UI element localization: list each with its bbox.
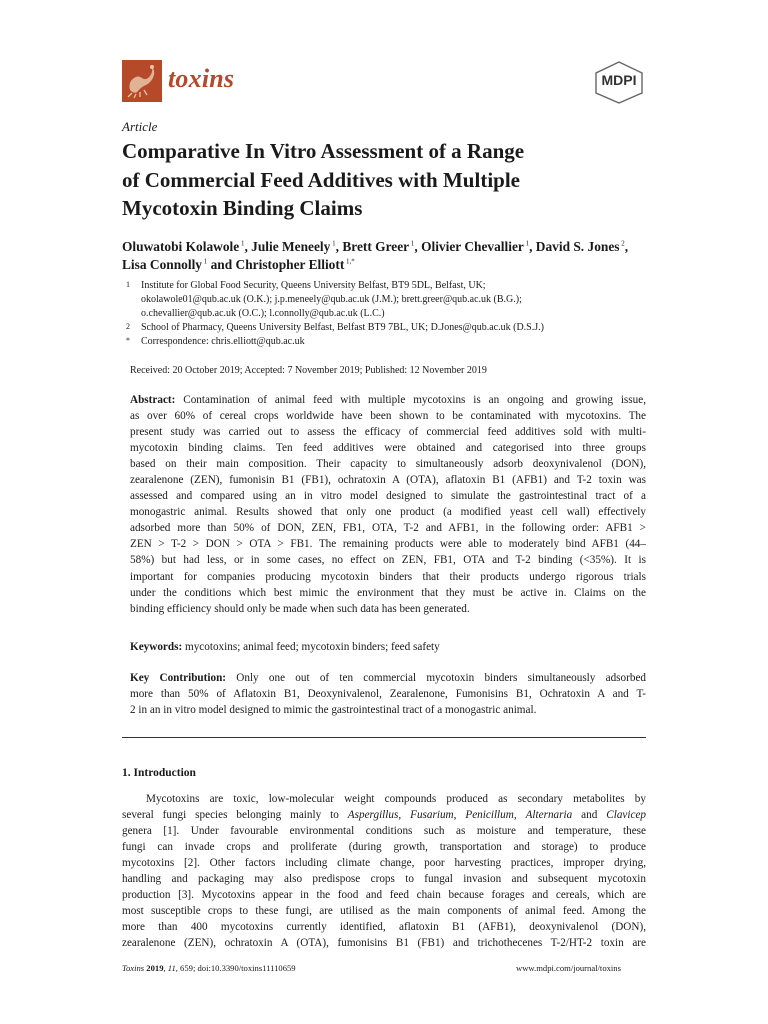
- author-name: Julie Meneely: [251, 239, 331, 254]
- author-name: David S. Jones: [535, 239, 620, 254]
- introduction-line: handling and packaging may also predispose crops to fungal invasion and subsequent mycotoxin: [122, 873, 646, 886]
- abstract-line: [130, 472, 646, 488]
- abstract-text: present study was carried out to assess the efficacy of commercial feed additives sold with multi-: [130, 426, 646, 439]
- key-contribution-text: Only one out of ten commercial mycotoxin binders simultaneously adsorbed: [226, 672, 647, 684]
- abstract-text: based on their main composition. Their capacity to simultaneously adsorb deoxynivalenol (DON),: [130, 458, 646, 471]
- author-list: [122, 238, 629, 274]
- journal-url[interactable]: www.mdpi.com/journal/toxins: [516, 963, 621, 973]
- abstract-line: [130, 569, 646, 585]
- affiliation-text: School of Pharmacy, Queens University Belfast, Belfast BT9 7BL, UK; D.Jones@qub.ac.uk (D.S.J.): [141, 321, 544, 333]
- introduction-line: several fungi species belonging mainly to Aspergillus, Fusarium, Penicillum, Alternaria and Clavicep: [122, 809, 647, 822]
- journal-logo: [122, 60, 162, 102]
- scorpion-icon: [122, 60, 162, 102]
- affiliation-text: o.chevallier@qub.ac.uk (O.C.); l.connolly@qub.ac.uk (L.C.): [141, 307, 385, 319]
- abstract-line: [130, 585, 646, 601]
- affiliation-text: okolawole01@qub.ac.uk (O.K.); j.p.meneely@qub.ac.uk (J.M.); brett.greer@qub.ac.uk (B.G.);: [141, 293, 522, 305]
- abstract-text: zearalenone (ZEN), fumonisin B1 (FB1), ochratoxin A (OTA), aflatoxin B1 (AFB1) and T-2 toxin was: [130, 474, 646, 487]
- key-contribution-line: [130, 686, 646, 702]
- affiliation-line: [122, 307, 642, 321]
- introduction-line: zearalenone (ZEN), ochratoxin A (OTA), fumonisins B1 (FB1) and trichothecenes T-2/HT-2 toxin are: [122, 937, 646, 950]
- author-affil-mark: 1: [202, 257, 208, 266]
- introduction-line: fungi can invade crops and proliferate (during growth, transportation and storage) to produce: [122, 841, 646, 854]
- abstract-text: assessed and compared using an in vitro model designed to simulate the gastrointestinal tract of a: [130, 490, 646, 503]
- introduction-line: production [3]. Mycotoxins appear in the food and feed chain because forages and cereals, which are: [122, 889, 646, 902]
- affiliation-text: Correspondence: chris.elliott@qub.ac.uk: [141, 335, 305, 347]
- affiliation-mark: 2: [126, 321, 130, 331]
- abstract-line: [130, 601, 646, 617]
- key-contribution-line: [130, 702, 646, 718]
- abstract-line: [130, 488, 646, 504]
- abstract-line: [130, 552, 646, 568]
- affiliation-line: [122, 293, 642, 307]
- abstract-text: monogastric animal. Results showed that only one product (a modified yeast cell wall) effectively: [130, 506, 646, 519]
- abstract-text: ZEN > T-2 > DON > OTA > FB1. The remaining products were able to moderately bind AFB1 (44–: [130, 538, 646, 551]
- abstract-line: [130, 536, 646, 552]
- keywords: [130, 639, 646, 655]
- affiliations: [122, 279, 642, 349]
- abstract-text: Contamination of animal feed with multiple mycotoxins is an ongoing and growing issue,: [175, 394, 646, 406]
- abstract-text: binding efficiency should only be made when such data has been generated.: [130, 602, 470, 615]
- author-name: Olivier Chevallier: [421, 239, 524, 254]
- section-divider: [122, 737, 646, 738]
- article-title: [122, 137, 592, 223]
- abstract-line: [130, 504, 646, 520]
- abstract-line: [130, 392, 646, 408]
- affiliation-text: Institute for Global Food Security, Queens University Belfast, BT9 5DL, Belfast, UK;: [141, 280, 486, 291]
- author-affil-mark: 1: [523, 239, 530, 248]
- affiliation-mark: *: [126, 335, 130, 345]
- publisher-name: MDPI: [601, 72, 637, 88]
- key-contribution-line: [130, 670, 646, 686]
- affiliation-line: [122, 335, 642, 349]
- author-name: Christopher Elliott: [235, 257, 345, 272]
- introduction-line: genera [1]. Under favourable environmental conditions such as moisture and temperature, these: [122, 825, 646, 838]
- affiliation-mark: 1: [126, 280, 130, 289]
- abstract-line: [130, 440, 646, 456]
- title-line: Mycotoxin Binding Claims: [122, 196, 363, 220]
- abstract-line: [130, 520, 646, 536]
- introduction-line: most susceptible crops to these fungi, are utilised as the main components of animal feed. Among the: [122, 905, 646, 918]
- author-affil-mark: 1: [330, 239, 336, 248]
- keywords-label: Keywords:: [130, 641, 183, 653]
- title-line: of Commercial Feed Additives with Multiple: [122, 167, 520, 192]
- abstract-line: [130, 456, 646, 472]
- author-name: Oluwatobi Kolawole: [122, 239, 240, 254]
- abstract: [130, 392, 646, 617]
- author-line: Lisa Connolly $^1$ and Christopher Elliott $^{1,*}$: [122, 257, 355, 272]
- abstract-label: Abstract:: [130, 394, 176, 406]
- affiliation-line: [122, 279, 642, 293]
- publisher-logo: [592, 60, 646, 104]
- introduction-line: more than 400 mycotoxins currently identified, aflatoxin B1 (AFB1), deoxynivalenol (DON),: [122, 921, 646, 934]
- author-name: Lisa Connolly: [122, 257, 202, 272]
- abstract-text: mycotoxin binding claims. Ten feed additives were obtained and categorised into three groups: [130, 442, 646, 455]
- author-line: Oluwatobi Kolawole $^1$, Julie Meneely $^1$, Brett Greer $^1$, Olivier Chevallier $^1$, David S. Jones $^2$,: [122, 239, 629, 254]
- abstract-line: [130, 408, 646, 424]
- abstract-text: 58%) but had less, or in some cases, no effect on ZEN, FB1, OTA and T-2 binding (<35%). It is: [130, 554, 646, 567]
- abstract-text: important for companies producing mycotoxin binders that their products undergo rigorous trials: [130, 570, 646, 583]
- introduction-body: [122, 791, 646, 951]
- publication-dates: Received: 20 October 2019; Accepted: 7 November 2019; Published: 12 November 2019: [130, 365, 487, 376]
- author-affil-mark: 1: [409, 239, 415, 248]
- article-type: Article: [122, 119, 158, 134]
- abstract-text: under the conditions which best mimic the environment that they must be active in. Claims on the: [130, 586, 646, 599]
- journal-name: toxins: [168, 64, 235, 93]
- abstract-text: as over 60% of cereal crops worldwide have been shown to be contaminated with mycotoxins. The: [130, 410, 646, 423]
- author-affil-mark: 1: [239, 239, 245, 248]
- abstract-text: adsorbed more than 50% of DON, ZEN, FB1, OTA, T-2 and AFB1, in the following order: AFB1 >: [130, 522, 646, 535]
- key-contribution: [130, 670, 646, 718]
- introduction-line: Mycotoxins are toxic, low-molecular weight compounds produced as secondary metabolites by: [146, 793, 646, 805]
- introduction-line: mycotoxins [2]. Other factors including climate change, poor harvesting practices, improper drying,: [122, 857, 646, 870]
- key-contribution-text: 2 in an in vitro model designed to mimic the gastrointestinal tract of a monogastric animal.: [130, 704, 537, 717]
- section-heading: 1. Introduction: [122, 767, 196, 779]
- keywords-text: mycotoxins; animal feed; mycotoxin binders; feed safety: [182, 641, 440, 653]
- key-contribution-label: Key Contribution:: [130, 672, 227, 684]
- key-contribution-text: more than 50% of Aflatoxin B1, Deoxynivalenol, Zearalenone, Fumonisins B1, Ochratoxin A and T-: [130, 688, 646, 701]
- author-affil-mark: 1,*: [344, 257, 355, 266]
- citation-footer: Toxins 2019, 11, 659; doi:10.3390/toxins11110659: [122, 963, 296, 973]
- affiliation-line: [122, 321, 642, 335]
- title-line: Comparative In Vitro Assessment of a Range: [122, 139, 525, 163]
- author-affil-mark: 2: [619, 239, 625, 248]
- author-name: Brett Greer: [342, 239, 410, 254]
- abstract-line: [130, 424, 646, 440]
